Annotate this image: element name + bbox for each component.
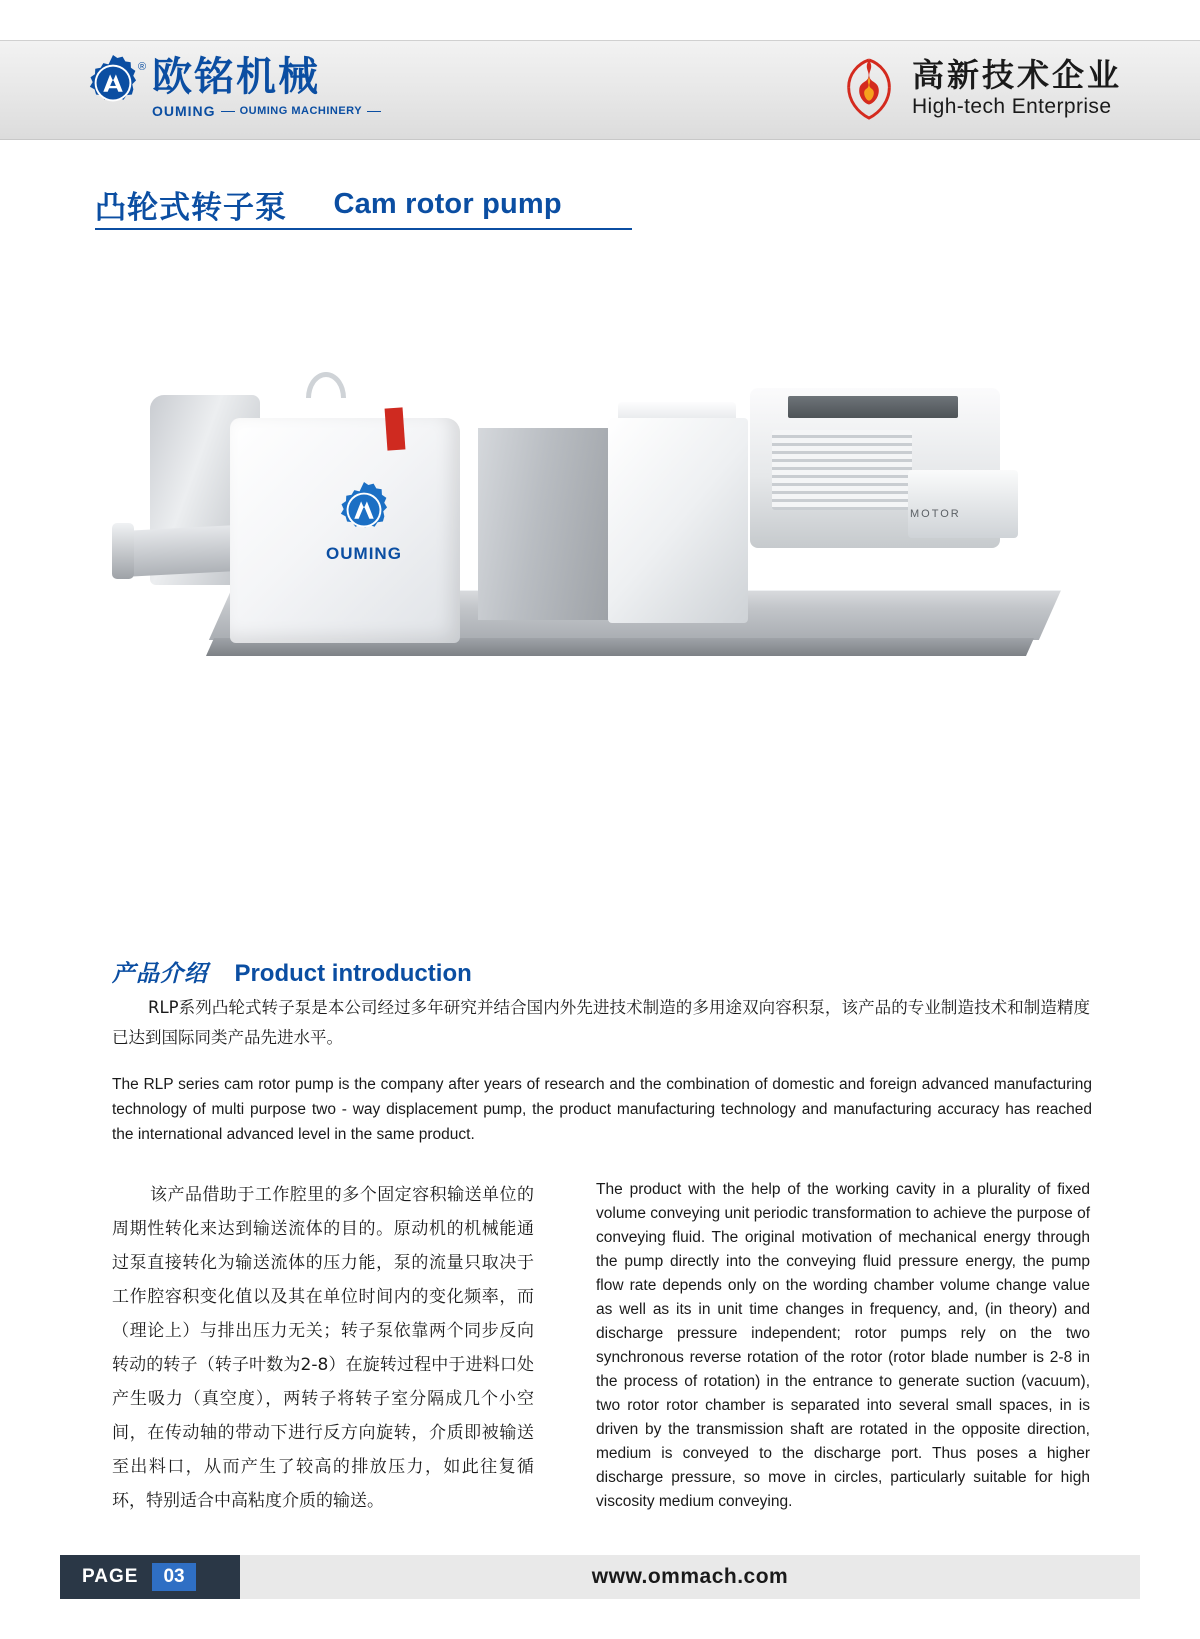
brand-full-en: OUMING MACHINERY	[239, 105, 363, 117]
nozzle-flange	[112, 523, 134, 579]
flame-award-icon	[840, 58, 898, 120]
body-paragraph-cn: 该产品借助于工作腔里的多个固定容积输送单位的周期性转化来达到输送流体的目的。原动机的机械能通过泵直接转化为输送流体的压力能，泵的流量只取决于工作腔容积变化值以及其在单位时间内的变化频率，而（理论上）与排出压力无关；转子泵依靠两个同步反向转动的转子（转子叶数为2-8）在旋转过程中于进料口处产生吸力（真空度），两转子将转子室分隔成几个小空间，在传动轴的带动下进行反方向旋转，介质即被输送至出料口，从而产生了较高的排放压力，如此往复循环，特别适合中高粘度介质的输送。	[112, 1185, 534, 1511]
footer-page-number: 03	[152, 1563, 195, 1591]
title-underline	[95, 228, 632, 230]
company-logo	[82, 53, 386, 119]
page-footer	[0, 1555, 1200, 1599]
body-paragraph-en: The product with the help of the working cavity in a plurality of fixed volume conveying unit periodic transformation to achieve the purpose of conveying fluid. The original motivation of mechanical energy through the pump directly into the conveying fluid pressure energy, the pump flow rate depends only on the wording chamber volume change value as well as its in unit time changes in frequency, and, (in theory) and discharge pressure independent; rotor pumps rely on the two synchronous reverse rotation of the rotor (rotor blade number is 2-8 in the process of rotation) in the entrance to generate suction (vacuum), two rotor rotor chamber is separated into several small spaces, in is driven by the transmission shaft are rotated in the opposite direction, medium is conveyed to the discharge port. Thus poses a higher discharge pressure, so move in circles, particularly suitable for high viscosity medium conveying.	[596, 1181, 1090, 1510]
motor-terminal-box	[908, 470, 1018, 538]
footer-page-block	[60, 1555, 240, 1599]
registered-mark: ®	[138, 61, 147, 73]
gear-logo-icon	[82, 53, 147, 115]
company-name-cn: 欧铭机械	[152, 54, 320, 100]
pump-brand-decal	[310, 480, 418, 564]
divider-line-right	[367, 111, 381, 112]
hightech-badge	[840, 57, 1122, 120]
gear-logo-icon-decal	[333, 480, 395, 542]
footer-website[interactable]: www.ommach.com	[591, 1565, 789, 1588]
hightech-title-cn: 高新技术企业	[911, 56, 1122, 94]
page-title-en: Cam rotor pump	[333, 188, 562, 220]
section-heading-en: Product introduction	[234, 960, 472, 987]
section-heading	[112, 955, 472, 988]
motor-cooling-fins	[772, 430, 912, 510]
page-header	[0, 40, 1200, 140]
hightech-title-en: High-tech Enterprise	[911, 95, 1112, 118]
red-warning-tag	[385, 407, 406, 450]
intro-paragraph-en: The RLP series cam rotor pump is the company after years of research and the combination of domestic and foreign advanced manufacturing technology of multi purpose two - way displacement pump, the product manufacturing technology and manufacturing accuracy has reached the international advanced level in the same product.	[112, 1076, 1092, 1143]
motor-nameplate	[788, 396, 958, 418]
page-title	[95, 182, 655, 227]
intro-paragraph-cn: RLP系列凸轮式转子泵是本公司经过多年研究并结合国内外先进技术制造的多用途双向容积泵，该产品的专业制造技术和制造精度已达到国际同类产品先进水平。	[112, 998, 1090, 1047]
product-photo	[110, 360, 1090, 860]
pump-brand-text: OUMING	[326, 544, 402, 563]
gearbox	[608, 418, 748, 623]
motor-text-label: MOTOR	[910, 508, 961, 520]
page-title-cn: 凸轮式转子泵	[95, 190, 287, 226]
coupling-guard	[478, 428, 608, 620]
section-heading-cn: 产品介绍	[112, 961, 208, 987]
divider-line	[221, 111, 235, 112]
footer-url-block	[240, 1555, 1140, 1599]
footer-page-label: PAGE	[82, 1566, 139, 1587]
pump-inlet-nozzle	[119, 525, 241, 577]
brand-en: OUMING	[152, 103, 216, 119]
lifting-eye	[306, 372, 346, 398]
